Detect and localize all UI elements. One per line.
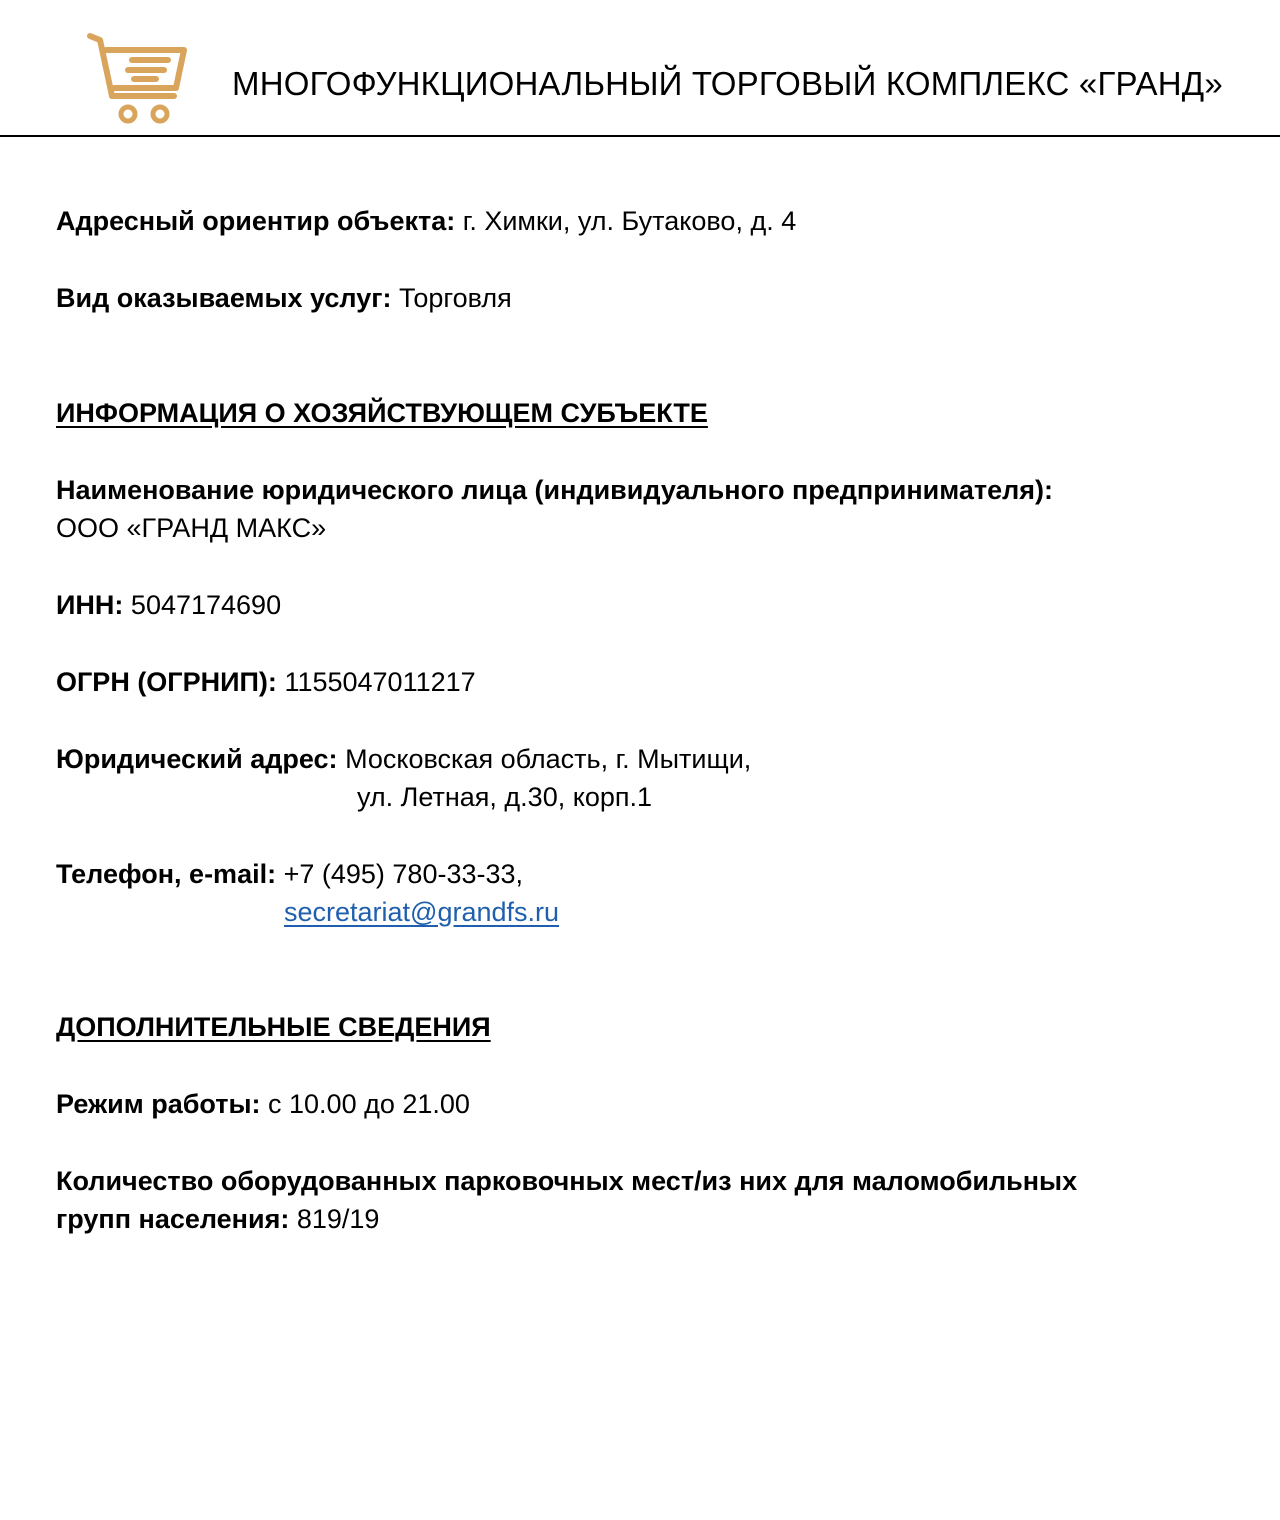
inn-label: ИНН: (56, 590, 124, 620)
inn-row (56, 586, 281, 624)
address-row (56, 202, 796, 240)
legal-address-label: Юридический адрес: (56, 744, 338, 774)
hours-label: Режим работы: (56, 1089, 261, 1119)
page-title: МНОГОФУНКЦИОНАЛЬНЫЙ ТОРГОВЫЙ КОМПЛЕКС «ГРАНД» (232, 65, 1223, 102)
hours-row (56, 1085, 470, 1123)
address-value: г. Химки, ул. Бутаково, д. 4 (462, 206, 797, 236)
parking-value: 819/19 (296, 1204, 380, 1234)
parking-label-line1: Количество оборудованных парковочных мест/из них для маломобильных (56, 1166, 1078, 1196)
parking-row (56, 1200, 379, 1238)
address-label: Адресный ориентир объекта: (56, 206, 456, 236)
legal-address-row (56, 740, 751, 778)
legal-address-line2: ул. Летная, д.30, корп.1 (357, 782, 652, 812)
contacts-label: Телефон, e-mail: (56, 859, 277, 889)
parking-label-line2: групп населения: (56, 1204, 290, 1234)
services-label: Вид оказываемых услуг: (56, 283, 392, 313)
additional-section-heading: ДОПОЛНИТЕЛЬНЫЕ СВЕДЕНИЯ (56, 1012, 491, 1042)
contacts-row (56, 855, 523, 893)
entity-name-label: Наименование юридического лица (индивидуального предпринимателя): (56, 475, 1053, 505)
legal-address-line1: Московская область, г. Мытищи, (345, 744, 752, 774)
email-row (284, 893, 559, 931)
entity-section-heading: ИНФОРМАЦИЯ О ХОЗЯЙСТВУЮЩЕМ СУБЪЕКТЕ (56, 398, 708, 428)
hours-value: с 10.00 до 21.00 (268, 1089, 470, 1119)
inn-value: 5047174690 (130, 590, 282, 620)
entity-name-value: ООО «ГРАНД МАКС» (56, 513, 327, 543)
shopping-cart-icon (86, 30, 190, 126)
page-header (0, 0, 1280, 137)
ogrn-row (56, 663, 476, 701)
ogrn-value: 1155047011217 (284, 667, 476, 697)
services-value: Торговля (398, 283, 512, 313)
ogrn-label: ОГРН (ОГРНИП): (56, 667, 277, 697)
phone-value: +7 (495) 780-33-33, (283, 859, 524, 889)
services-row (56, 279, 512, 317)
email-link[interactable]: secretariat@grandfs.ru (284, 897, 560, 927)
